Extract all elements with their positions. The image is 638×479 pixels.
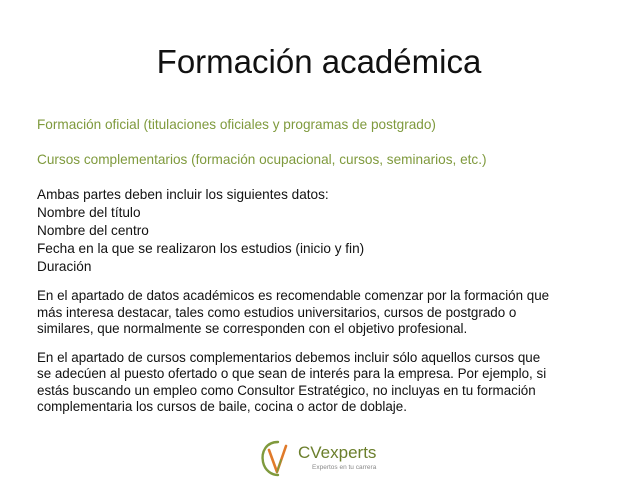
cvexperts-logo-icon — [258, 438, 294, 478]
paragraph-line: se adecúen al puesto ofertado o que sean de interés para la empresa. Por ejemplo, si — [37, 366, 547, 381]
complementary-courses-item: Cursos complementarios (formación ocupacional, cursos, seminarios, etc.) — [37, 152, 487, 167]
list-item: Duración — [37, 259, 92, 274]
list-item: Nombre del título — [37, 205, 141, 220]
paragraph-line: similares, que normalmente se corresponden con el objetivo profesional. — [37, 321, 468, 336]
cvexperts-logo — [258, 438, 398, 478]
paragraph-academic-data — [37, 288, 605, 338]
paragraph-line: complementaria los cursos de baile, cocina o actor de doblaje. — [37, 399, 407, 414]
list-item: Fecha en la que se realizaron los estudios (inicio y ﬁn) — [37, 241, 365, 256]
paragraph-line: En el apartado de datos académicos es recomendable comenzar por la formación que — [37, 288, 550, 303]
logo-tagline: Expertos en tu carrera — [312, 464, 377, 471]
slide-title: Formación académica — [156, 43, 482, 80]
paragraph-line: En el apartado de cursos complementarios debemos incluir sólo aquellos cursos que — [37, 349, 541, 365]
list-intro: Ambas partes deben incluir los siguientes datos: — [37, 187, 329, 202]
official-training-item: Formación oﬁcial (titulaciones oﬁciales y programas de postgrado) — [37, 117, 436, 132]
paragraph-line: más interesa destacar, tales como estudios universitarios, cursos de postgrado o — [37, 304, 517, 320]
slide-content — [37, 116, 605, 416]
logo-name: CVexperts — [298, 443, 377, 462]
list-item: Nombre del centro — [37, 223, 149, 238]
paragraph-line: estás buscando un empleo como Consultor Estratégico, no incluyas en tu formación — [37, 382, 536, 398]
required-data-list — [37, 186, 605, 276]
paragraph-complementary-courses — [37, 350, 605, 416]
